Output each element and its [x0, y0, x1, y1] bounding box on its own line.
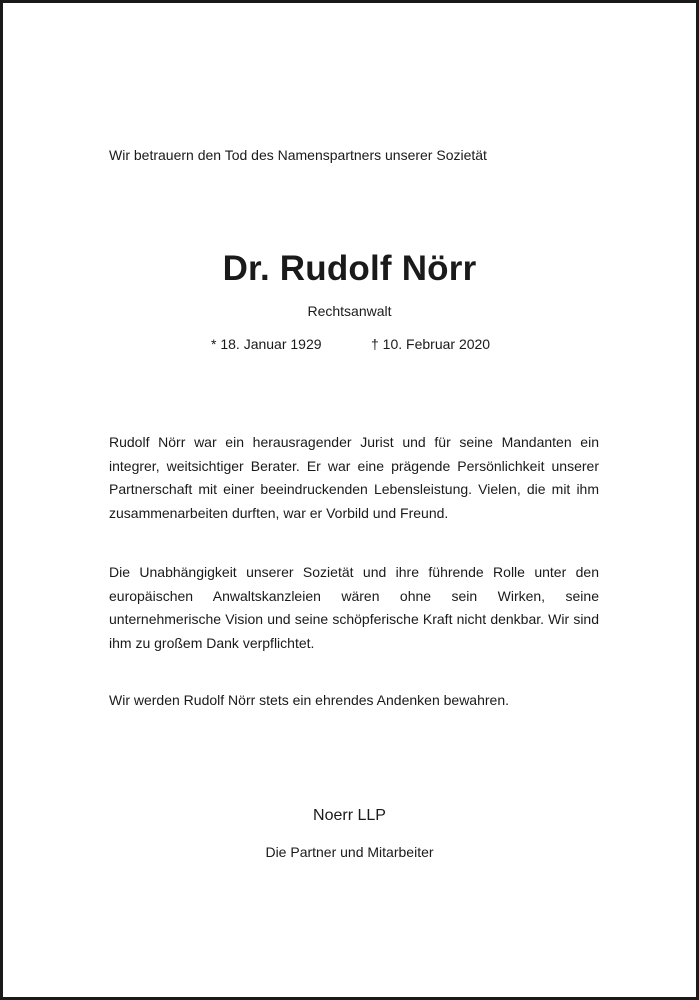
signature-line: Die Partner und Mitarbeiter	[265, 844, 434, 860]
profession: Rechtsanwalt	[307, 303, 392, 319]
intro-text: Wir betrauern den Tod des Namenspartners unserer Sozietät	[109, 147, 487, 163]
closing-paragraph: Wir werden Rudolf Nörr stets ein ehrendes Andenken bewahren.	[109, 692, 509, 708]
life-dates	[3, 333, 696, 355]
death-date: † 10. Februar 2020	[371, 336, 491, 352]
tribute-paragraph: Rudolf Nörr war ein herausragender Jurist und für seine Mandanten ein integrer, weitsichtiger Berater. Er war eine prägende Persönlichkeit unserer Partnerschaft mit einer beeindruckenden Lebensleistung. Vielen, die mit ihm zusammenarbeiten durften, war er Vorbild und Freund.	[109, 434, 599, 521]
deceased-name: Dr. Rudolf Nörr	[222, 249, 477, 288]
tribute-paragraph: Die Unabhängigkeit unserer Sozietät und ihre führende Rolle unter den europäischen Anwaltskanzleien wären ohne sein Wirken, seine unternehmerische Vision und seine schöpferische Kraft nicht denkbar. Wir sind ihm zu großem Dank verpflichtet.	[109, 564, 599, 651]
birth-date: * 18. Januar 1929	[211, 336, 322, 352]
firm-name: Noerr LLP	[313, 807, 386, 824]
